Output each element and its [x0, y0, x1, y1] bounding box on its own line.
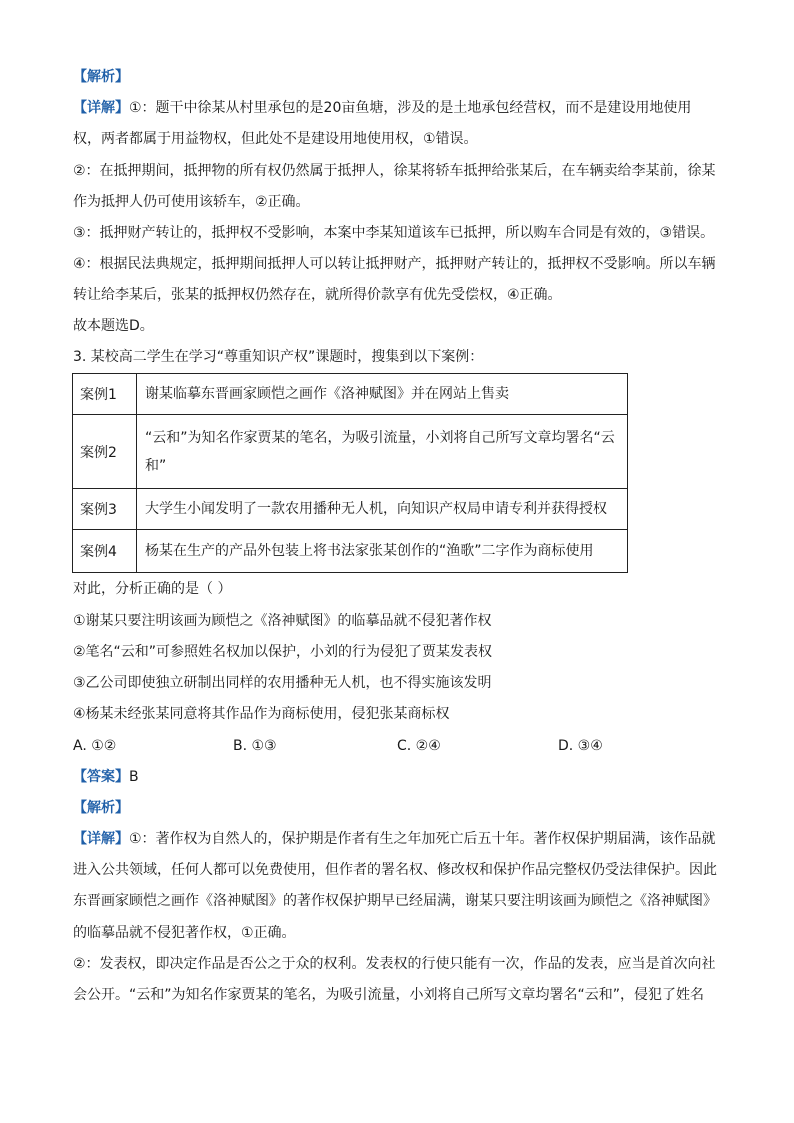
case-text: 谢某临摹东晋画家顾恺之画作《洛神赋图》并在网站上售卖 — [137, 374, 628, 415]
option-d: D. ③④ — [558, 738, 603, 754]
case-text-line: 和” — [145, 457, 167, 474]
question-prompt: 对此，分析正确的是（ ） — [73, 581, 232, 597]
paragraph-line: 转让给李某后，张某的抵押权仍然存在，就所得价款享有优先受偿权，④正确。 — [73, 287, 562, 303]
case-text-line: “云和”为知名作家贾某的笔名，为吸引流量，小刘将自己所写文章均署名“云 — [145, 429, 615, 446]
statement: ③乙公司即使独立研制出同样的农用播种无人机，也不得实施该发明 — [73, 675, 492, 691]
statement: ②笔名“云和”可参照姓名权加以保护，小刘的行为侵犯了贾某发表权 — [73, 644, 493, 660]
case-text — [137, 415, 628, 489]
table-row — [73, 415, 628, 489]
option-a: A. ①② — [73, 738, 117, 754]
text: ①：著作权为自然人的，保护期是作者有生之年加死亡后五十年。著作权保护期届满，该作品就 — [129, 831, 716, 847]
detail-tag: 【详解】 — [73, 100, 129, 116]
paragraph-line: 权，两者都属于用益物权，但此处不是建设用地使用权，①错误。 — [73, 131, 478, 147]
table-row — [73, 530, 628, 573]
table-row — [73, 489, 628, 530]
case-label: 案例1 — [73, 374, 137, 415]
answer-line — [73, 767, 723, 787]
paragraph — [73, 829, 723, 849]
case-text: 大学生小闻发明了一款农用播种无人机，向知识产权局申请专利并获得授权 — [137, 489, 628, 530]
statement: ④杨某未经张某同意将其作品作为商标使用，侵犯张某商标权 — [73, 706, 450, 722]
case-label: 案例3 — [73, 489, 137, 530]
detail-tag: 【详解】 — [73, 831, 129, 847]
answer-value: B — [129, 769, 139, 785]
paragraph-line: 进入公共领域，任何人都可以免费使用，但作者的署名权、修改权和保护作品完整权仍受法律保护。因此 — [73, 862, 717, 878]
table-row — [73, 374, 628, 415]
question-stem: 3. 某校高二学生在学习“尊重知识产权”课题时，搜集到以下案例： — [73, 349, 484, 365]
cases-table — [72, 373, 628, 573]
analysis-heading: 【解析】 — [73, 800, 129, 816]
paragraph — [73, 98, 723, 118]
analysis-heading: 【解析】 — [73, 69, 129, 85]
paragraph-line: ②：发表权，即决定作品是否公之于众的权利。发表权的行使只能有一次，作品的发表，应当是首次向社 — [73, 956, 716, 972]
case-label: 案例4 — [73, 530, 137, 573]
option-c: C. ②④ — [397, 738, 441, 754]
option-b: B. ①③ — [233, 738, 277, 754]
case-label: 案例2 — [73, 415, 137, 489]
paragraph-line: 作为抵押人仍可使用该轿车，②正确。 — [73, 194, 310, 210]
text: ①：题干中徐某从村里承包的是20亩鱼塘，涉及的是土地承包经营权，而不是建设用地使用 — [129, 100, 692, 116]
paragraph-line: ④：根据民法典规定，抵押期间抵押人可以转让抵押财产，抵押财产转让的，抵押权不受影响。所以车辆 — [73, 256, 716, 272]
paragraph-line: ②：在抵押期间，抵押物的所有权仍然属于抵押人，徐某将轿车抵押给张某后，在车辆卖给李某前，徐某 — [73, 163, 716, 179]
paragraph-line: 的临摹品就不侵犯著作权，①正确。 — [73, 925, 296, 941]
paragraph-line: 会公开。“云和”为知名作家贾某的笔名，为吸引流量，小刘将自己所写文章均署名“云和”，侵犯了姓名 — [73, 987, 705, 1003]
answer-tag: 【答案】 — [73, 769, 129, 785]
paragraph-line: ③：抵押财产转让的，抵押权不受影响，本案中李某知道该车已抵押，所以购车合同是有效的，③错误。 — [73, 225, 715, 241]
statement: ①谢某只要注明该画为顾恺之《洛神赋图》的临摹品就不侵犯著作权 — [73, 613, 492, 629]
case-text: 杨某在生产的产品外包装上将书法家张某创作的“渔歌”二字作为商标使用 — [137, 530, 628, 573]
paragraph-line: 东晋画家顾恺之画作《洛神赋图》的著作权保护期早已经届满，谢某只要注明该画为顾恺之《洛神赋图》 — [73, 893, 717, 909]
conclusion: 故本题选D。 — [73, 318, 154, 334]
